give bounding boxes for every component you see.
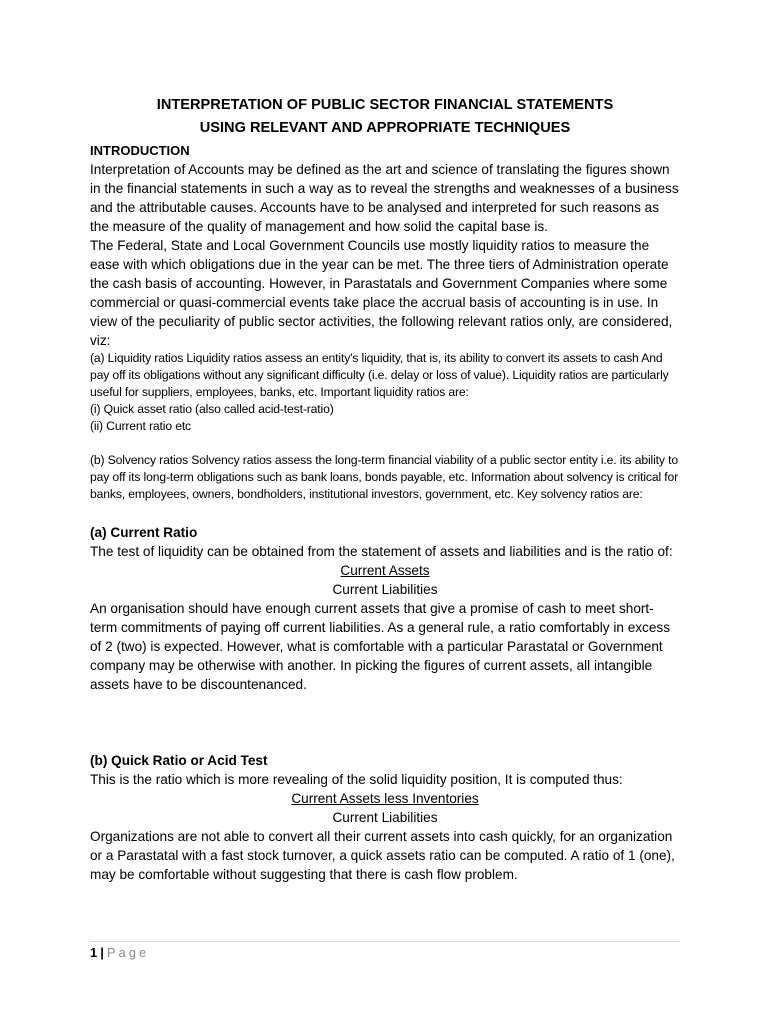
spacer bbox=[90, 694, 680, 751]
footer-separator: | bbox=[100, 945, 104, 960]
liquidity-item-2: (ii) Current ratio etc bbox=[90, 419, 191, 433]
page-label: Page bbox=[106, 945, 150, 960]
quick-ratio-intro: This is the ratio which is more revealing of the solid liquidity position, It is computed thus: bbox=[90, 772, 623, 787]
quick-ratio-body: Organizations are not able to convert all their current assets into cash quickly, for an organization or a Parastatal with a fast stock turnover, a quick assets ratio can be computed. A ratio of 1 (one), may be comfortable without suggesting that there is cash flow problem. bbox=[90, 829, 675, 882]
page-content bbox=[90, 94, 680, 884]
quick-ratio-numerator: Current Assets less Inventories bbox=[291, 791, 479, 806]
quick-ratio-heading: (b) Quick Ratio or Acid Test bbox=[90, 753, 268, 768]
introduction-heading: INTRODUCTION bbox=[90, 143, 190, 158]
current-ratio-body: An organisation should have enough current assets that give a promise of cash to meet short-term commitments of paying off current liabilities. As a general rule, a ratio comfortably in excess of 2 (two) is expected. However, what is comfortable with a particular Parastatal or Government company may be otherwise with another. In picking the figures of current assets, all intangible assets have to be discountenanced. bbox=[90, 601, 670, 692]
current-ratio-intro: The test of liquidity can be obtained from the statement of assets and liabilities and is the ratio of: bbox=[90, 544, 673, 559]
spacer bbox=[90, 435, 680, 452]
intro-paragraph-1: Interpretation of Accounts may be defined as the art and science of translating the figures shown in the financial statements in such a way as to reveal the strengths and weaknesses of a business and the attributable causes. Accounts have to be analysed and interpreted for such reasons as the measure of the quality of management and how solid the capital base is. bbox=[90, 162, 679, 234]
document-title-line-2: USING RELEVANT AND APPROPRIATE TECHNIQUES bbox=[199, 120, 571, 136]
intro-paragraph-2: The Federal, State and Local Government Councils use mostly liquidity ratios to measure the ease with which obligations due in the year can be met. The three tiers of Administration operate the cash basis of accounting. However, in Parastatals and Government Companies where some commercial or quasi-commercial events take place the accrual basis of accounting is in use. In view of the peculiarity of public sector activities, the following relevant ratios only, are considered, viz: bbox=[90, 238, 673, 348]
spacer bbox=[90, 503, 680, 523]
document-title-line-1: INTERPRETATION OF PUBLIC SECTOR FINANCIAL STATEMENTS bbox=[156, 97, 614, 113]
current-ratio-numerator: Current Assets bbox=[340, 563, 430, 578]
current-ratio-heading: (a) Current Ratio bbox=[90, 525, 198, 540]
liquidity-item-1: (i) Quick asset ratio (also called acid-test-ratio) bbox=[90, 402, 334, 416]
liquidity-ratios-paragraph: (a) Liquidity ratios Liquidity ratios assess an entity's liquidity, that is, its ability to convert its assets to cash And pay off its obligations without any significant difficulty (i.e. delay or loss of value). Liquidity ratios are particularly useful for suppliers, employees, banks, etc. Important liquidity ratios are: bbox=[90, 351, 669, 399]
page-footer bbox=[90, 941, 680, 962]
page-number: 1 bbox=[90, 945, 98, 960]
solvency-ratios-paragraph: (b) Solvency ratios Solvency ratios assess the long-term financial viability of a public sector entity i.e. its ability to pay off its long-term obligations such as bank loans, bonds payable, etc. Information about solvency is critical for banks, employees, owners, bondholders, institutional investors, government, etc. Key solvency ratios are: bbox=[90, 453, 679, 501]
quick-ratio-denominator: Current Liabilities bbox=[332, 810, 438, 825]
current-ratio-denominator: Current Liabilities bbox=[332, 582, 438, 597]
